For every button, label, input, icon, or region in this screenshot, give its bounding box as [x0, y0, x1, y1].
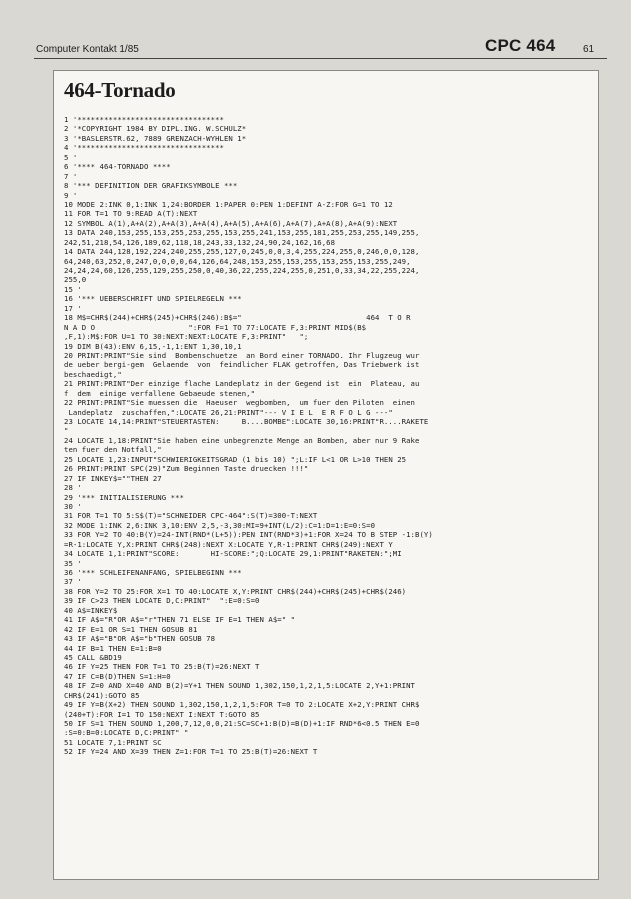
listing-line: 40 A$=INKEY$ — [64, 605, 118, 615]
listing-line: 49 IF Y=B(X+2) THEN SOUND 1,302,150,1,2,1,5:FOR T=0 TO 2:LOCATE X+2,Y:PRINT CHR$ — [64, 700, 420, 710]
listing-line: 27 IF INKEY$=""THEN 27 — [64, 473, 162, 483]
listing-line: 5 ' — [64, 152, 78, 162]
listing-line: 38 FOR Y=2 TO 25:FOR X=1 TO 40:LOCATE X,Y:PRINT CHR$(244)+CHR$(245)+CHR$(246) — [64, 586, 407, 596]
page-header — [0, 0, 631, 62]
listing-line: 1 '********************************* — [64, 115, 224, 124]
listing-line: 32 MODE 1:INK 2,6:INK 3,10:ENV 2,5,-3,30:MI=9+INT(L/2):C=1:D=1:E=0:S=0 — [64, 520, 376, 530]
listing-line: 24 LOCATE 1,18:PRINT"Sie haben eine unbegrenzte Menge an Bomben, aber nur 9 Rake — [64, 435, 420, 445]
listing-line: 8 '*** DEFINITION DER GRAFIKSYMBOLE *** — [64, 181, 238, 191]
listing-line: (240+T):FOR I=1 TO 150:NEXT I:NEXT T:GOTO 85 — [64, 709, 260, 719]
listing-line: =R-1:LOCATE Y,X:PRINT CHR$(248):NEXT X:LOCATE Y,R-1:PRINT CHR$(249):NEXT Y — [64, 539, 393, 549]
listing-line: 19 DIM B(43):ENV 6,15,-1,1:ENT 1,30,10,1 — [64, 341, 242, 351]
listing-line: 43 IF A$="B"OR A$="b"THEN GOSUB 78 — [64, 634, 216, 644]
listing-line: 44 IF B=1 THEN E=1:B=0 — [64, 643, 162, 653]
listing-line: 34 LOCATE 1,1:PRINT"SCORE: HI-SCORE:";Q:LOCATE 29,1:PRINT"RAKETEN:";MI — [64, 549, 402, 559]
listing-line: 13 DATA 240,153,255,153,255,253,255,153,255,241,153,255,181,255,253,255,149,255, — [64, 228, 420, 238]
listing-line: 14 DATA 244,128,192,224,240,255,255,127,0,245,0,0,3,4,255,224,255,0,246,0,0,128, — [64, 247, 420, 257]
listing-line: 25 LOCATE 1,23:INPUT"SCHWIERIGKEITSGRAD (1 bis 10) ";L:IF L<1 OR L>10 THEN 25 — [64, 454, 407, 464]
listing-line: N A D O ":FOR F=1 TO 77:LOCATE F,3:PRINT MID$(B$ — [64, 322, 367, 332]
listing-line: 12 SYMBOL A(1),A+A(2),A+A(3),A+A(4),A+A(5),A+A(6),A+A(7),A+A(8),A+A(9):NEXT — [64, 218, 398, 228]
program-listing — [64, 115, 590, 757]
listing-line: ten fuer den Notfall," — [64, 445, 162, 455]
listing-line: 20 PRINT:PRINT"Sie sind Bombenschuetze an Bord einer TORNADO. Ihr Flugzeug wur — [64, 350, 420, 360]
listing-line: 52 IF Y=24 AND X=39 THEN Z=1:FOR T=1 TO 25:B(T)=26:NEXT T — [64, 747, 318, 757]
listing-line: 64,240,63,252,0,247,0,0,0,0,64,126,64,248,153,255,153,255,153,255,153,255,249, — [64, 256, 411, 266]
listing-line: 41 IF A$="R"OR A$="r"THEN 71 ELSE IF E=1 THEN A$=" " — [64, 615, 296, 625]
listing-line: 6 '**** 464-TORNADO **** — [64, 162, 171, 172]
listing-line: 18 M$=CHR$(244)+CHR$(245)+CHR$(246):B$=" 464 T O R — [64, 313, 411, 323]
listing-line: 46 IF Y=25 THEN FOR T=1 TO 25:B(T)=26:NEXT T — [64, 662, 260, 672]
listing-line: 2 '*COPYRIGHT 1984 BY DIPL.ING. W.SCHULZ* — [64, 124, 247, 134]
listing-line: 10 MODE 2:INK 0,1:INK 1,24:BORDER 1:PAPER 0:PEN 1:DEFINT A-Z:FOR G=1 TO 12 — [64, 199, 393, 209]
listing-line: 7 ' — [64, 171, 78, 181]
listing-line: 35 ' — [64, 558, 82, 568]
listing-line: de ueber bergi-gem Gelaende von feindlicher FLAK getroffen, Das Triebwerk ist — [64, 360, 420, 370]
listing-line: 22 PRINT:PRINT"Sie muessen die Haeuser wegbomben, um fuer den Piloten einen — [64, 398, 416, 408]
listing-line: 30 ' — [64, 501, 82, 511]
listing-line: :S=0:B=0:LOCATE D,C:PRINT" " — [64, 728, 189, 738]
listing-line: 24,24,24,60,126,255,129,255,250,0,40,36,22,255,224,255,0,251,0,33,34,22,255,224, — [64, 266, 420, 275]
listing-line: CHR$(241):GOTO 85 — [64, 690, 140, 700]
listing-line: 47 IF C=B(D)THEN S=1:H=0 — [64, 671, 171, 681]
listing-line: 3 '*BASLERSTR.62, 7889 GRENZACH-WYHLEN 1* — [64, 133, 247, 143]
header-divider — [34, 58, 607, 59]
listing-line: " — [64, 426, 69, 436]
listing-line: f dem einige verfallene Gebaeude stenen," — [64, 388, 256, 398]
page-number: 61 — [583, 44, 595, 55]
listing-line: beschaedigt," — [64, 369, 122, 379]
listing-line: 29 '*** INITIALISIERUNG *** — [64, 492, 184, 502]
listing-line: 31 FOR T=1 TO 5:S$(T)="SCHNEIDER CPC-464":S(T)=300-T:NEXT — [64, 511, 318, 521]
listing-line: 4 '********************************* — [64, 143, 224, 153]
listing-line: 23 LOCATE 14,14:PRINT"STEUERTASTEN: B....BOMBE":LOCATE 30,16:PRINT"R....RAKETE — [64, 417, 429, 426]
listing-line: 45 CALL &BD19 — [64, 652, 122, 662]
listing-line: 16 '*** UEBERSCHRIFT UND SPIELREGELN *** — [64, 294, 242, 304]
listing-line: 15 ' — [64, 284, 82, 294]
listing-line: 51 LOCATE 7,1:PRINT SC — [64, 737, 162, 747]
listing-line: Landeplatz zuschaffen,":LOCATE 26,21:PRINT"--- V I E L E R F O L G ---" — [64, 407, 393, 417]
article-title: 464-Tornado — [64, 78, 176, 102]
listing-line: 33 FOR Y=2 TO 40:B(Y)=24-INT(RND*(L+5)):PEN INT(RND*3)+1:FOR X=24 TO B STEP -1:B(Y) — [64, 530, 433, 540]
listing-line: 50 IF S=1 THEN SOUND 1,200,7,12,0,0,21:SC=SC+1:B(D)=B(D)+1:IF RND*6<0.5 THEN E=0 — [64, 719, 420, 728]
system-name: CPC 464 — [485, 36, 556, 55]
listing-line: 48 IF Z=0 AND X=40 AND B(2)=Y+1 THEN SOUND 1,302,150,1,2,1,5:LOCATE 2,Y+1:PRINT — [64, 681, 416, 691]
listing-line: 21 PRINT:PRINT"Der einzige flache Landeplatz in der Gegend ist ein Plateau, au — [64, 379, 420, 389]
listing-line: 36 '*** SCHLEIFENANFANG, SPIELBEGINN *** — [64, 568, 242, 577]
listing-line: 26 PRINT:PRINT SPC(29)"Zum Beginnen Taste druecken !!!" — [64, 464, 309, 474]
listing-line: ,F,1):M$:FOR U=1 TO 30:NEXT:NEXT:LOCATE F,3:PRINT" "; — [64, 332, 309, 342]
magazine-name: Computer Kontakt 1/85 — [36, 44, 139, 55]
listing-line: 242,51,218,54,126,189,62,118,18,243,33,132,24,90,24,162,16,68 — [64, 237, 336, 247]
listing-line: 37 ' — [64, 577, 82, 587]
listing-line: 9 ' — [64, 190, 78, 200]
listing-line: 28 ' — [64, 483, 82, 493]
listing-line: 11 FOR T=1 TO 9:READ A(T):NEXT — [64, 209, 198, 219]
listing-line: 42 IF E=1 OR S=1 THEN GOSUB 81 — [64, 624, 198, 634]
listing-line: 39 IF C>23 THEN LOCATE D,C:PRINT" ":E=0:S=0 — [64, 596, 260, 606]
listing-line: 255,0 — [64, 275, 87, 285]
listing-line: 17 ' — [64, 303, 82, 313]
